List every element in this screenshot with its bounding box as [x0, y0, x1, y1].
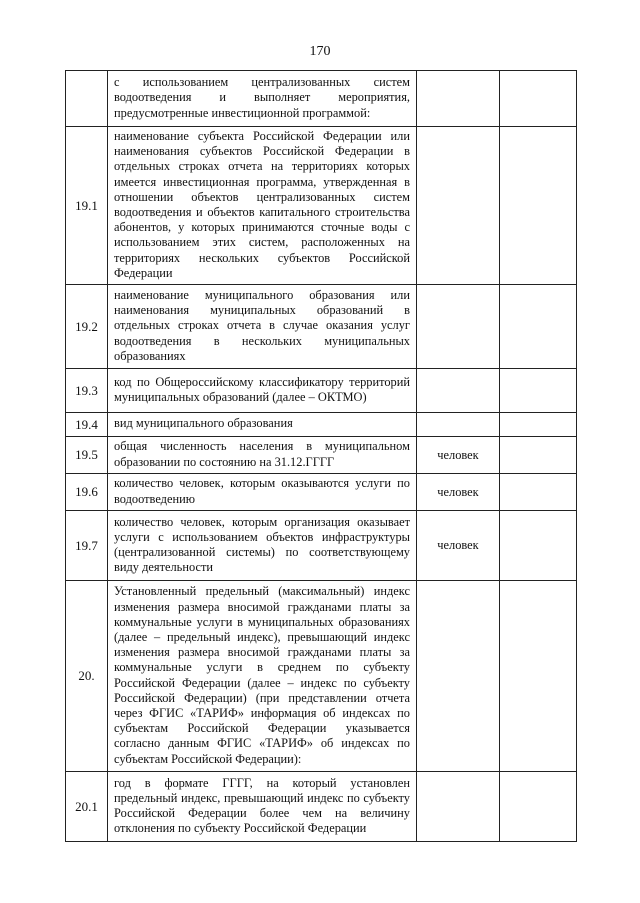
row-unit [417, 285, 500, 369]
row-value [500, 474, 577, 511]
row-description: год в формате ГГГГ, на который установлен предельный индекс, превышающий индекс по субъекту Российской Федерации более чем на величину отклонения по субъекту Российской Федерации [108, 772, 417, 842]
row-number: 20.1 [66, 772, 108, 842]
row-number: 19.5 [66, 437, 108, 474]
row-description: вид муниципального образования [108, 413, 417, 437]
table-row [66, 285, 577, 369]
row-number: 19.3 [66, 369, 108, 413]
table-row [66, 581, 577, 772]
row-number: 19.6 [66, 474, 108, 511]
table-row [66, 369, 577, 413]
row-value [500, 511, 577, 581]
row-unit [417, 413, 500, 437]
row-description: количество человек, которым организация оказывает услуги с использованием объектов инфраструктуры (централизованной системы) по соответствующему виду деятельности [108, 511, 417, 581]
row-value [500, 437, 577, 474]
row-number: 19.1 [66, 127, 108, 285]
row-unit: человек [417, 511, 500, 581]
row-value [500, 127, 577, 285]
row-value [500, 369, 577, 413]
row-unit [417, 71, 500, 127]
row-number: 19.2 [66, 285, 108, 369]
row-value [500, 772, 577, 842]
row-description: наименование субъекта Российской Федерации или наименования субъектов Российской Федерации в отдельных строках отчета на территориях которых имеется инвестиционная программа, утвержденная в отношении объектов централизованных систем водоотведения и объектов капитального строительства абонентов, у которых принимаются сточные воды с использованием этих систем, расположенных на территориях нескольких субъектов Российской Федерации [108, 127, 417, 285]
row-number [66, 71, 108, 127]
row-unit [417, 127, 500, 285]
row-description: код по Общероссийскому классификатору территорий муниципальных образований (далее – ОКТМО) [108, 369, 417, 413]
row-value [500, 71, 577, 127]
table-row [66, 772, 577, 842]
row-unit [417, 581, 500, 772]
row-description: Установленный предельный (максимальный) индекс изменения размера вносимой гражданами платы за коммунальные услуги в муниципальных образованиях (далее – предельный индекс), превышающий индекс изменения размера вносимой гражданами платы за коммунальные услуги в среднем по субъекту Российской Федерации (далее – индекс по субъекту Российской Федерации) (при представлении отчета через ФГИС «ТАРИФ» информация об индексах по субъектам Российской Федерации указывается согласно данным ФГИС «ТАРИФ» об индексах по субъектам Российской Федерации): [108, 581, 417, 772]
indicator-table [65, 70, 577, 842]
row-description: общая численность населения в муниципальном образовании по состоянию на 31.12.ГГГГ [108, 437, 417, 474]
row-description: с использованием централизованных систем водоотведения и выполняет мероприятия, предусмотренные инвестиционной программой: [108, 71, 417, 127]
page-number: 170 [309, 44, 331, 59]
row-value [500, 413, 577, 437]
row-number: 19.4 [66, 413, 108, 437]
row-unit: человек [417, 437, 500, 474]
row-description: количество человек, которым оказываются услуги по водоотведению [108, 474, 417, 511]
table-row [66, 511, 577, 581]
row-description: наименование муниципального образования или наименования муниципальных образований в отдельных строках отчета в случае оказания услуг водоотведения в нескольких муниципальных образованиях [108, 285, 417, 369]
table-row [66, 127, 577, 285]
table-row [66, 71, 577, 127]
table-row [66, 413, 577, 437]
row-unit [417, 369, 500, 413]
row-unit [417, 772, 500, 842]
row-value [500, 581, 577, 772]
row-unit: человек [417, 474, 500, 511]
row-number: 19.7 [66, 511, 108, 581]
table-row [66, 474, 577, 511]
table-row [66, 437, 577, 474]
row-number: 20. [66, 581, 108, 772]
row-value [500, 285, 577, 369]
